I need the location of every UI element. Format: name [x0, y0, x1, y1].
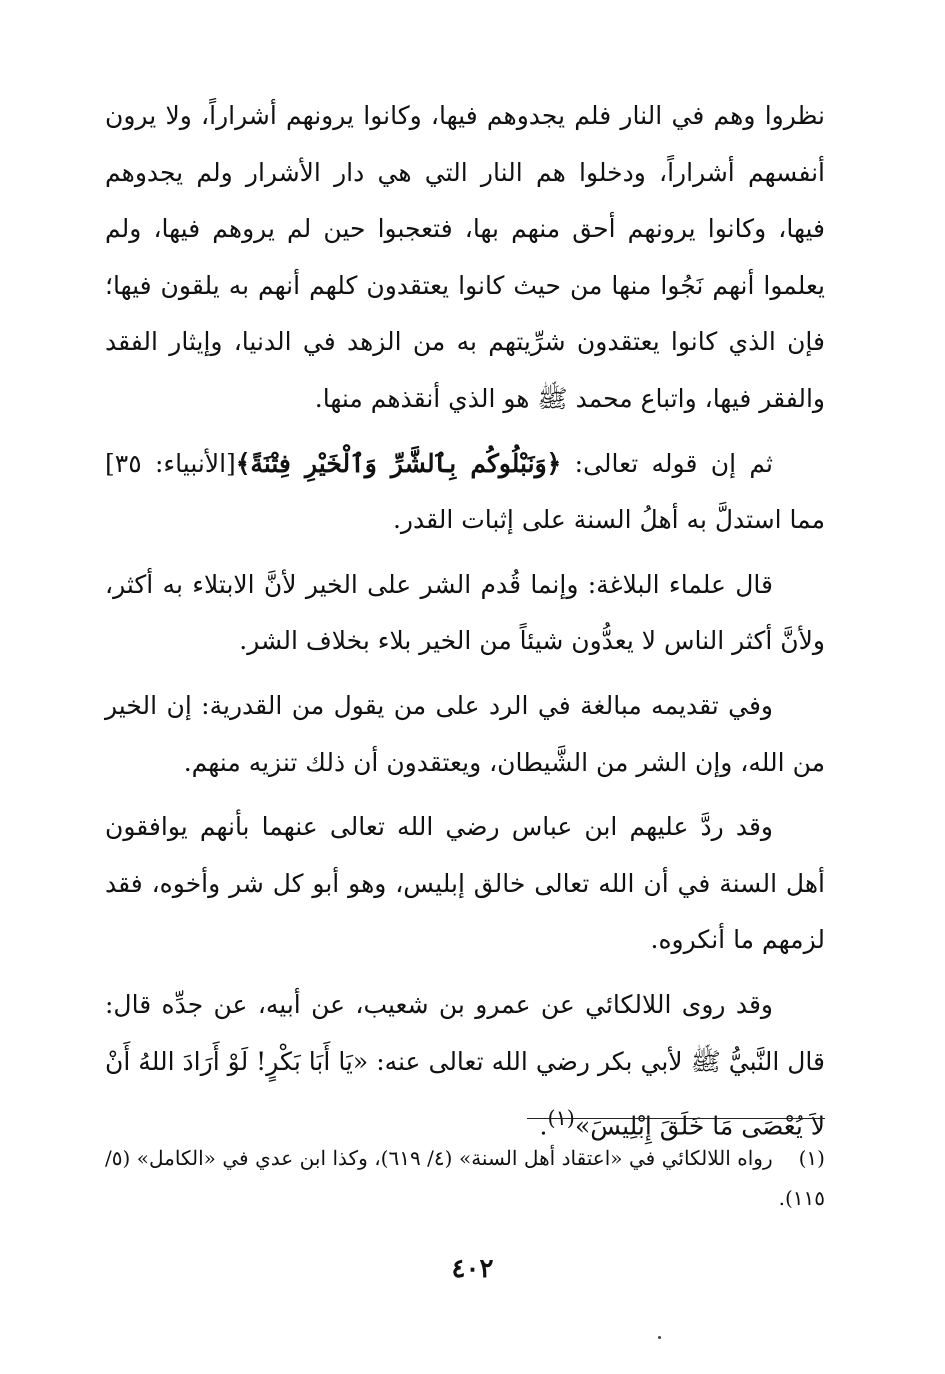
paragraph-2-lead: ثم إن قوله تعالى:: [561, 448, 774, 478]
footnote-number: (١): [798, 1146, 825, 1170]
paragraph-2-rest: مما استدلَّ به أهلُ السنة على إثبات القدر.: [392, 505, 825, 535]
paragraph-6-end: .: [539, 1111, 548, 1141]
paragraph-6: [105, 977, 825, 1155]
paragraph-6-lead: وقد روى اللالكائي عن عمرو بن شعيب، عن أبيه، عن جدِّه قال: قال النَّبيُّ ﷺ لأبي بكر رضي الله تعالى عنه:: [105, 989, 825, 1076]
scan-speck: [658, 1336, 661, 1339]
paragraph-4: وفي تقديمه مبالغة في الرد على من يقول من القدرية: إن الخير من الله، وإن الشر من الشَّيطان، ويعتقدون أن ذلك تنزيه منهم.: [105, 690, 825, 777]
footnote: [105, 1138, 825, 1218]
hadith-quote: «يَا أَبَا بَكْرٍ! لَوْ أَرَادَ اللهُ أَنْ لاَ يُعْصَى مَا خَلَقَ إِبْلِيسَ»: [105, 1046, 825, 1141]
page-number: ٤٠٢: [451, 1254, 494, 1284]
paragraph-1: نظروا وهم في النار فلم يجدوهم فيها، وكانوا يرونهم أشراراً، ولا يرون أنفسهم أشراراً، ودخلوا هم النار التي هي دار الأشرار ولم يجدوهم فيها، وكانوا يرونهم أحق منهم بها، فتعجبوا حين لم يروهم فيها، ولم يعلموا أنهم نَجُوا منها من حيث كانوا يعتقدون كلهم أنهم به يلقون فيها؛ فإن الذي كانوا يعتقدون شرِّيتهم به من الزهد في الدنيا، وإيثار الفقد والفقر فيها، واتباع محمد ﷺ هو الذي أنقذهم منها.: [105, 101, 825, 413]
paragraph-5: وقد ردَّ عليهم ابن عباس رضي الله تعالى عنهما بأنهم يوافقون أهل السنة في أن الله تعالى خالق إبليس، وهو أبو كل شر وأخوه، فقد لزمهم ما أنكروه.: [105, 812, 825, 955]
quran-verse: ﴿وَنَبْلُوكُم بِٱلشَّرِّ وَٱلْخَيْرِ فِتْنَةً﴾: [235, 448, 562, 478]
main-text: [105, 88, 825, 1155]
footnote-text: رواه اللالكائي في «اعتقاد أهل السنة» (٤/ ٦١٩)، وكذا ابن عدي في «الكامل» (٥/ ١١٥).: [105, 1146, 825, 1210]
footnote-separator: [527, 1118, 825, 1119]
paragraph-2: [105, 436, 825, 549]
footnote-marker: (١): [547, 1106, 575, 1131]
quran-reference: [الأنبياء: ٣٥]: [105, 448, 236, 478]
paragraph-3: قال علماء البلاغة: وإنما قُدم الشر على الخير لأنَّ الابتلاء به أكثر، ولأنَّ أكثر الناس لا يعدُّون شيئاً من الخير بلاء بخلاف الشر.: [105, 569, 825, 656]
